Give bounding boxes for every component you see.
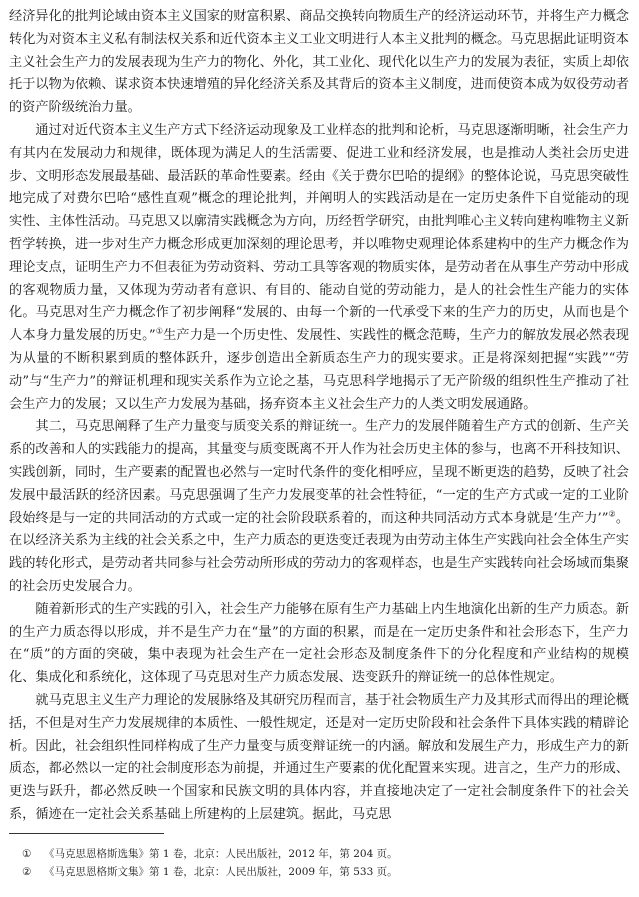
footnote-mark: ② xyxy=(22,866,32,878)
footnote-divider xyxy=(9,833,164,834)
paragraph-4: 随着新形式的生产实践的引入，社会生产力能够在原有生产力基础上内生地演化出新的生产力质态。新的生产力质态得以形成，并不是生产力在“量”的方面的积累，而是在一定历史条件和社会形态下，生产力在“质”的方面的突破，集中表现为社会生产在一定社会形态及制度条件下的分化程度和产业结构的规模化、集成化和系统化，这体现了马克思对生产力质态发展、迭变跃升的辩证统一的总体性规定。 xyxy=(9,601,629,686)
footnote-ref-2[interactable]: ② xyxy=(608,509,616,519)
footnote-mark: ① xyxy=(22,848,32,860)
paragraph-2: 通过对近代资本主义生产方式下经济运动现象及工业样态的批判和论析，马克思逐渐明晰，社会生产力有其内在发展动力和规律，既体现为满足人的生活需要、促进工业和经济发展，也是推动人类社会历史进步、文明形态发展最基础、最活跃的革命性要素。经由《关于费尔巴哈的提纲》的整体论说，马克思突破性地完成了对费尔巴哈“感性直观”概念的理论批判，并阐明人的实践活动是在一定历史条件下自觉能动的现实性、主体性活动。马克思又以廓清实践概念为方向，历经哲学研究，由批判唯心主义转向建构唯物主义新哲学转换，进一步对生产力概念形成更加深刻的理论思考，并以唯物史观理论体系建构中的生产力概念作为理论支点，证明生产力不但表征为劳动资料、劳动工具等客观的物质实体，是劳动者在从事生产劳动中形成的客观物质力量，又体现为劳动者有意识、有目的、能动自觉的劳动能力，是人的社会性生产能力的实体化。马克思对生产力概念作了初步阐释“发展的、由每一个新的一代承受下来的生产力的历史，从而也是个人本身力量发展的历史。”①生产力是一个历史性、发展性、实践性的概念范畴，生产力的解放发展必然表现为从量的不断积累到质的整体跃升，逐步创造出全新质态生产力的现实要求。正是将深刻把握“实践”“劳动”与“生产力”的辩证机理和现实关系作为立论之基，马克思科学地揭示了无产阶级的组织性生产推动了社会生产力的发展；又以生产力发展为基础，扬弃资本主义社会生产力的人类文明发展通路。 xyxy=(9,122,629,412)
footnotes xyxy=(22,845,622,881)
paragraph-1: 经济异化的批判论域由资本主义国家的财富积累、商品交换转向物质生产的经济运动环节，并将生产力概念转化为对资本主义私有制法权关系和近代资本主义工业文明进行人本主义批判的概念。马克思据此证明资本主义社会生产力的发展表现为生产力的物化、外化，其工业化、现代化以生产力的发展为表征，实质上却依托于以物为依赖、谋求资本快速增殖的异化经济关系及其背后的资本主义制度，进而使资本成为奴役劳动者的资产阶级统治力量。 xyxy=(9,9,629,116)
body-text xyxy=(9,6,629,827)
footnote-text: 《马克思恩格斯文集》第 1 卷，北京：人民出版社，2009 年，第 533 页。 xyxy=(44,866,398,878)
paragraph-5: 就马克思主义生产力理论的发展脉络及其研究历程而言，基于社会物质生产力及其形式而得出的理论概括，不但是对生产力发展规律的本质性、一般性规定，还是对一定历史阶段和社会条件下具体实践的精辟论析。因此，社会组织性同样构成了生产力量变与质变辩证统一的内涵。解放和发展生产力，形成生产力的新质态，都必然以一定的社会制度形态为前提，并通过生产要素的优化配置来实现。进言之，生产力的形成、更迭与跃升，都必然反映一个国家和民族文明的具体内容，并直接地决定了一定社会制度条件下的社会关系，循迹在一定社会关系基础上所建构的上层建筑。据此，马克思 xyxy=(9,692,629,822)
footnote-ref-1[interactable]: ① xyxy=(155,326,164,336)
footnote-text: 《马克思恩格斯选集》第 1 卷，北京：人民出版社，2012 年，第 204 页。 xyxy=(44,848,398,860)
paragraph-3: 其二，马克思阐释了生产力量变与质变关系的辩证统一。生产力的发展伴随着生产方式的创新、生产关系的改善和人的实践能力的提高，其量变与质变既离不开人作为社会历史主体的参与，也离不开科技知识、实践创新，同时，生产要素的配置也必然与一定时代条件的变化相呼应，呈现不断更迭的趋势，反映了社会发展中最活跃的经济因素。马克思强调了生产力发展变革的社会性特征，“一定的生产方式或一定的工业阶段始终是与一定的共同活动的方式或一定的社会阶段联系着的，而这种共同活动方式本身就是‘生产力’”②。在以经济关系为主线的社会关系之中，生产力质态的更迭变迁表现为由劳动主体生产实践向社会全体生产实践的转化形式，是劳动者共同参与社会劳动所形成的劳动力的客观样态，也是生产实践转向社会场域而集聚的社会历史发展合力。 xyxy=(9,419,630,594)
footnote-1 xyxy=(22,845,622,863)
footnote-2 xyxy=(22,863,622,881)
